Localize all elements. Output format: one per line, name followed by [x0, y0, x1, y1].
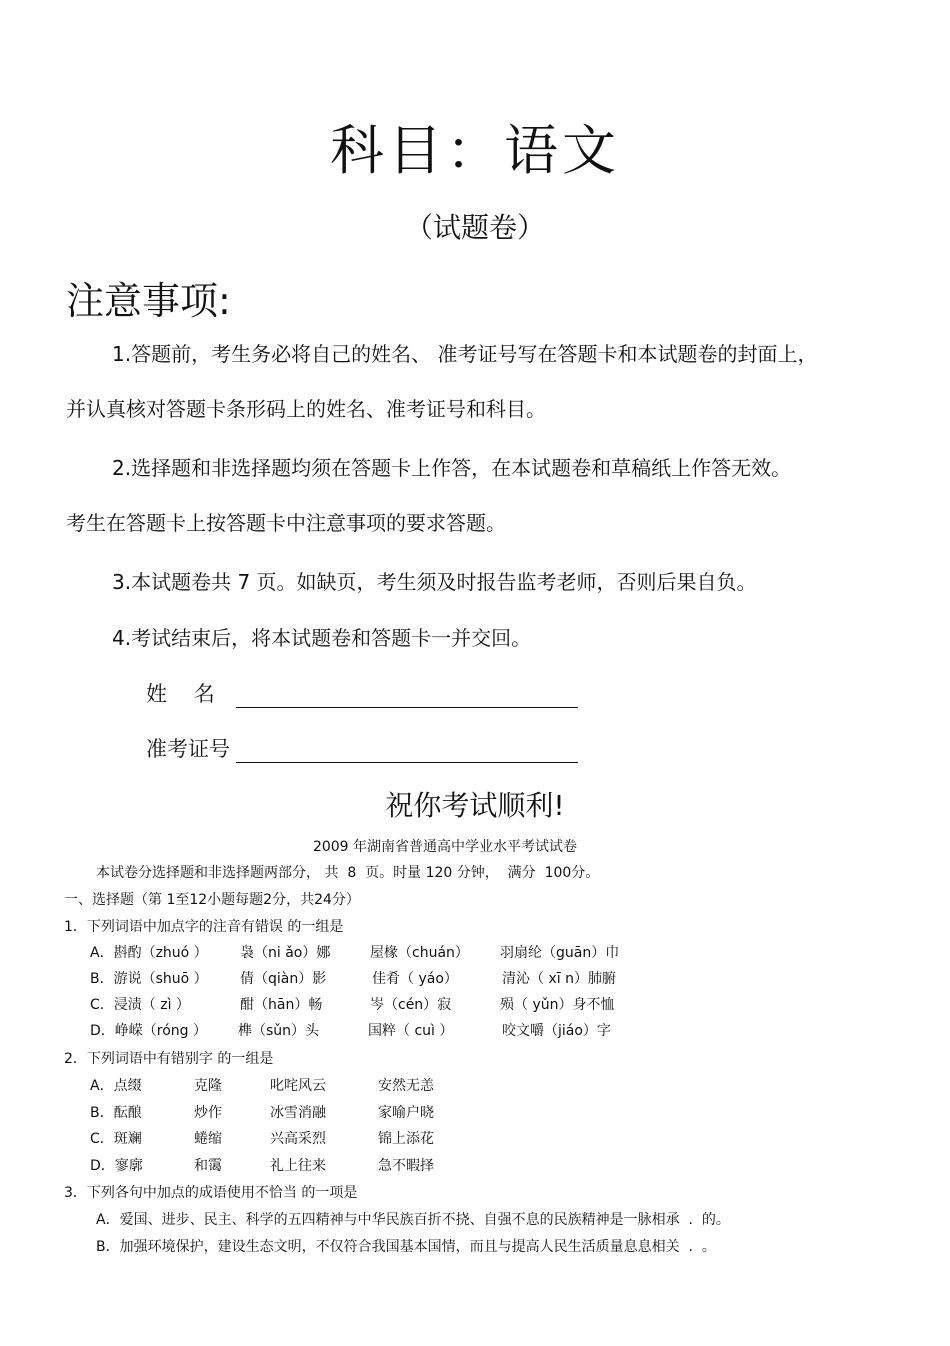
question-2-option-c[interactable]	[0, 1128, 950, 1148]
good-luck-message: 祝你考试顺利!	[385, 789, 565, 822]
option-item: 礼上往来	[270, 1158, 326, 1174]
question-3-option-b[interactable]: B．加强环境保护，建设生态文明，不仅符合我国基本国情，而且与提高人民生活质量息息相关 . 。	[96, 1239, 716, 1255]
option-item: 安然无恙	[378, 1078, 434, 1094]
option-item: C．斑斓	[90, 1131, 142, 1147]
option-item: 羽扇纶（guān）巾	[500, 945, 620, 961]
subject-title: 科目：语文	[330, 119, 620, 182]
option-item: 袅（ni ǎo）娜	[240, 945, 331, 961]
option-item: 冰雪消融	[270, 1105, 326, 1121]
id-label: 准考证号	[146, 737, 230, 761]
question-2-option-b[interactable]	[0, 1102, 950, 1122]
section-heading: 一、选择题（第 1至12小题每题2分，共24分）	[64, 892, 360, 908]
option-item: 国粹（ cuì ）	[368, 1023, 454, 1039]
name-label: 姓 名	[146, 682, 215, 706]
notice-line: 并认真核对答题卡条形码上的姓名、准考证号和科目。	[66, 397, 546, 421]
option-item: 叱咤风云	[270, 1078, 326, 1094]
name-field[interactable]	[146, 678, 578, 708]
option-item: 佳肴（ yáo）	[372, 971, 458, 987]
question-1-stem: 1．下列词语中加点字的注音有错误 的一组是	[64, 919, 344, 935]
notice-heading: 注意事项:	[66, 279, 231, 323]
option-item: 岑（cén）寂	[370, 997, 452, 1013]
subtitle: （试题卷）	[404, 211, 545, 244]
option-item: A．点缀	[90, 1078, 142, 1094]
option-item: 蜷缩	[194, 1131, 222, 1147]
option-item: 急不暇择	[378, 1158, 434, 1174]
notice-line: 考生在答题卡上按答题卡中注意事项的要求答题。	[66, 511, 506, 535]
exam-intro: 本试卷分选择题和非选择题两部分， 共 8 页。时量 120 分钟， 满分 100分。	[96, 865, 600, 881]
option-item: 酣（hān）畅	[240, 997, 323, 1013]
id-blank-line[interactable]	[236, 740, 578, 763]
option-item: 殒（ yǔn）身不恤	[500, 997, 615, 1013]
name-blank-line[interactable]	[236, 685, 578, 708]
option-item: D．寥廓	[90, 1158, 143, 1174]
question-3-stem: 3．下列各句中加点的成语使用不恰当 的一项是	[64, 1185, 358, 1201]
question-1-option-c[interactable]	[0, 994, 950, 1014]
question-1-option-b[interactable]	[0, 968, 950, 988]
option-item: D．峥嵘（róng ）	[90, 1023, 208, 1039]
question-2-option-d[interactable]	[0, 1155, 950, 1175]
question-3-option-a[interactable]: A．爱国、进步、民主、科学的五四精神与中华民族百折不挠、自强不息的民族精神是一脉相承 . 的。	[96, 1212, 730, 1228]
option-item: B．游说（shuō ）	[90, 971, 208, 987]
question-2-stem: 2．下列词语中有错别字 的一组是	[64, 1051, 274, 1067]
option-item: 清沁（ xī n）肺腑	[502, 971, 616, 987]
option-item: 家喻户晓	[378, 1105, 434, 1121]
option-item: 咬文嚼（jiáo）字	[502, 1023, 611, 1039]
notice-line: 1.答题前，考生务必将自己的姓名、 准考证号写在答题卡和本试题卷的封面上，	[112, 342, 818, 366]
option-item: 炒作	[194, 1105, 222, 1121]
option-item: 克隆	[194, 1078, 222, 1094]
question-1-option-a[interactable]	[0, 942, 950, 962]
option-item: 和霭	[194, 1158, 222, 1174]
option-item: C．浸渍（ zì ）	[90, 997, 190, 1013]
option-item: B．酝酿	[90, 1105, 142, 1121]
notice-line: 3.本试题卷共 7 页。如缺页，考生须及时报告监考老师，否则后果自负。	[112, 570, 757, 594]
option-item: 锦上添花	[378, 1131, 434, 1147]
exam-header: 2009 年湖南省普通高中学业水平考试试卷	[312, 839, 578, 855]
question-1-option-d[interactable]	[0, 1020, 950, 1040]
option-item: 屋椽（chuán）	[370, 945, 469, 961]
option-item: A．斟酌（zhuó ）	[90, 945, 208, 961]
question-2-option-a[interactable]	[0, 1075, 950, 1095]
id-field[interactable]	[146, 733, 578, 763]
option-item: 兴高采烈	[270, 1131, 326, 1147]
option-item: 榫（sǔn）头	[238, 1023, 320, 1039]
option-item: 倩（qiàn）影	[240, 971, 327, 987]
notice-line: 2.选择题和非选择题均须在答题卡上作答，在本试题卷和草稿纸上作答无效。	[112, 456, 792, 480]
notice-line: 4.考试结束后，将本试题卷和答题卡一并交回。	[112, 626, 532, 650]
